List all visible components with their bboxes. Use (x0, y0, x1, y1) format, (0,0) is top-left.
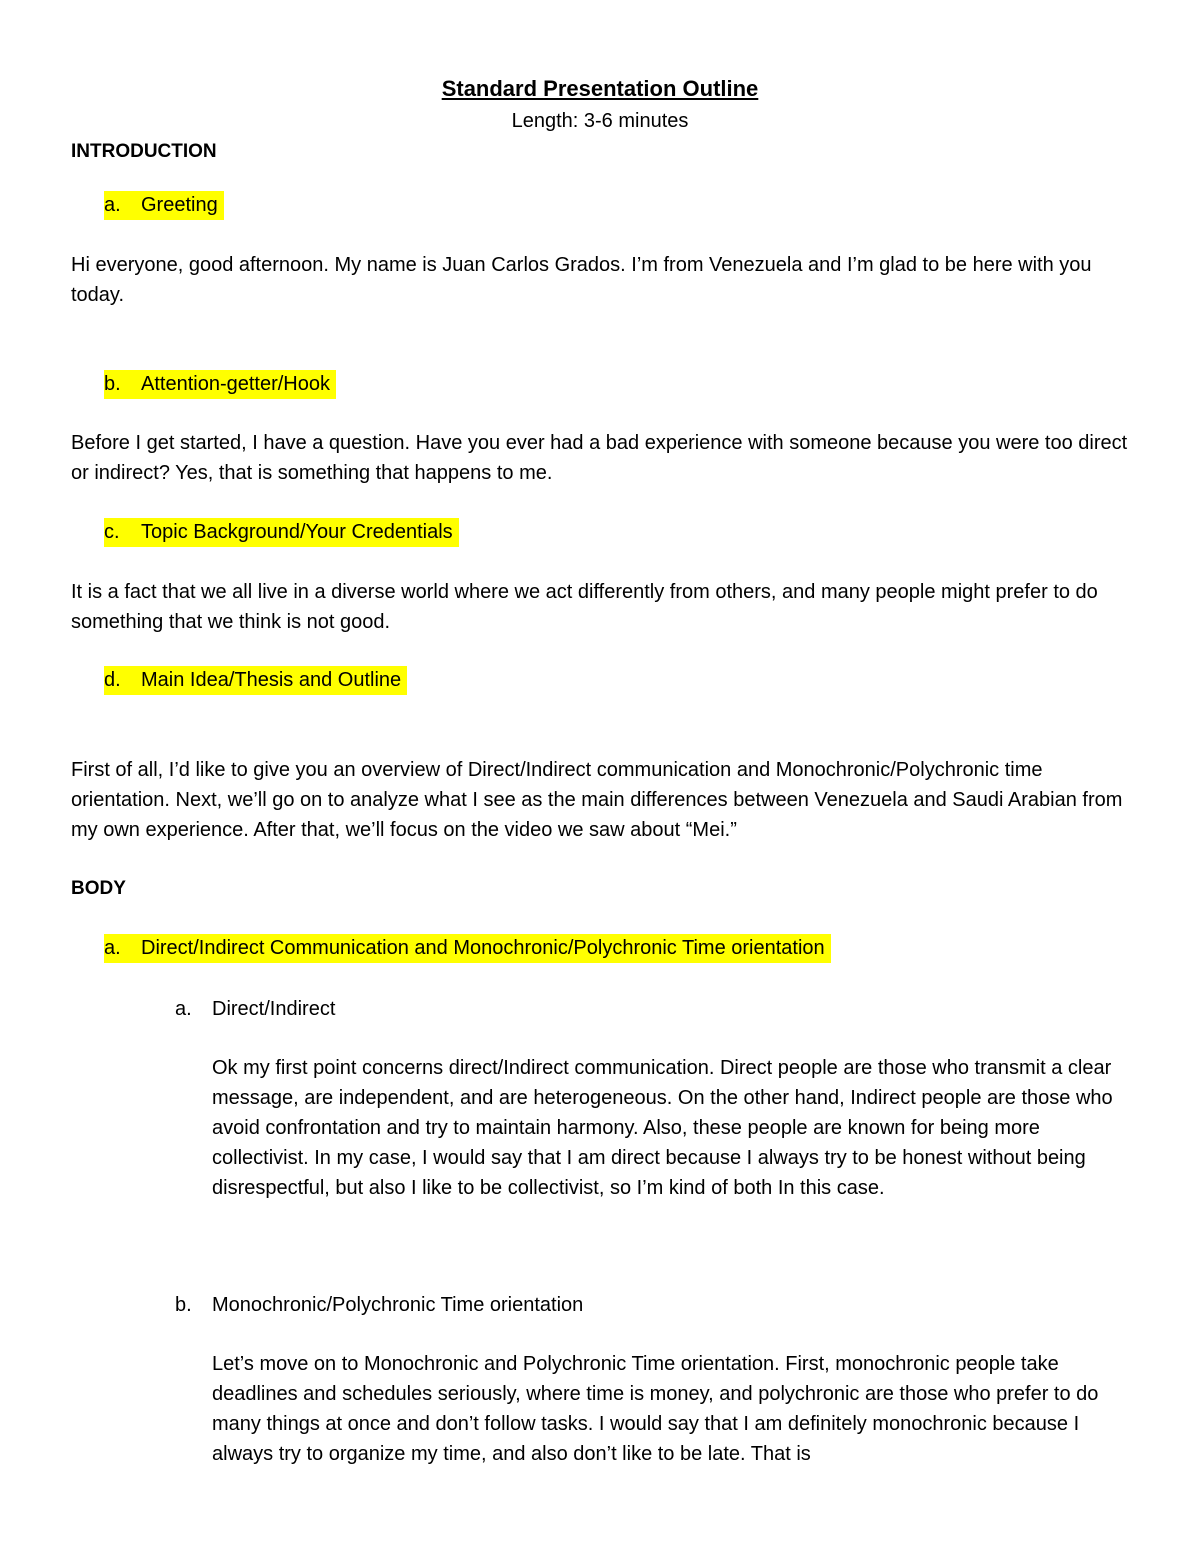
subitem-label: Monochronic/Polychronic Time orientation (212, 1294, 584, 1316)
list-marker: b. (175, 1294, 192, 1316)
intro-item-thesis (104, 666, 407, 695)
thesis-paragraph: First of all, I’d like to give you an overview of Direct/Indirect communication and Monochronic/Polychronic time orientation. Next, we’ll go on to analyze what I see as the main differences between Venezuela and Saudi Arabian from my own experience. After that, we’ll focus on the video we saw about “Mei.” (71, 759, 1123, 841)
intro-item-hook (104, 370, 336, 399)
body-item-a (104, 934, 831, 963)
introduction-heading: INTRODUCTION (71, 141, 217, 162)
item-label: Main Idea/Thesis and Outline (141, 669, 402, 691)
item-label: Topic Background/Your Credentials (141, 521, 453, 543)
list-marker: a. (104, 194, 121, 216)
item-label: Direct/Indirect Communication and Monochronic/Polychronic Time orientation (141, 937, 825, 959)
body-heading: BODY (71, 878, 126, 899)
length-subtitle: Length: 3-6 minutes (511, 110, 689, 132)
list-marker: a. (104, 937, 121, 959)
time-orientation-paragraph: Let’s move on to Monochronic and Polychronic Time orientation. First, monochronic people take deadlines and schedules seriously, where time is money, and polychronic are those who prefer to do many things at once and don’t follow tasks. I would say that I am definitely monochronic because I always try to organize my time, and also don’t like to be late. That is (212, 1353, 1099, 1465)
greeting-paragraph: Hi everyone, good afternoon. My name is Juan Carlos Grados. I’m from Venezuela and I’m glad to be here with you today. (71, 254, 1092, 306)
subitem-label: Direct/Indirect (212, 998, 336, 1020)
hook-paragraph: Before I get started, I have a question. Have you ever had a bad experience with someone because you were too direct or indirect? Yes, that is something that happens to me. (71, 432, 1128, 484)
list-marker: a. (175, 998, 192, 1020)
item-label: Greeting (141, 194, 218, 216)
list-marker: d. (104, 669, 121, 691)
page-title: Standard Presentation Outline (441, 76, 759, 101)
intro-item-background (104, 518, 459, 547)
background-paragraph: It is a fact that we all live in a diverse world where we act differently from others, and many people might prefer to do something that we think is not good. (71, 581, 1098, 633)
intro-item-greeting (104, 191, 224, 220)
direct-indirect-paragraph: Ok my first point concerns direct/Indirect communication. Direct people are those who transmit a clear message, are independent, and are heterogeneous. On the other hand, Indirect people are those who avoid confrontation and try to maintain harmony. Also, these people are known for being more collectivist. In my case, I would say that I am direct because I always try to be honest without being disrespectful, but also I like to be collectivist, so I’m kind of both In this case. (212, 1057, 1113, 1199)
item-label: Attention-getter/Hook (141, 373, 330, 395)
list-marker: b. (104, 373, 121, 395)
subitem-time-orientation (175, 1290, 583, 1320)
list-marker: c. (104, 521, 120, 543)
subitem-direct-indirect (175, 994, 335, 1024)
